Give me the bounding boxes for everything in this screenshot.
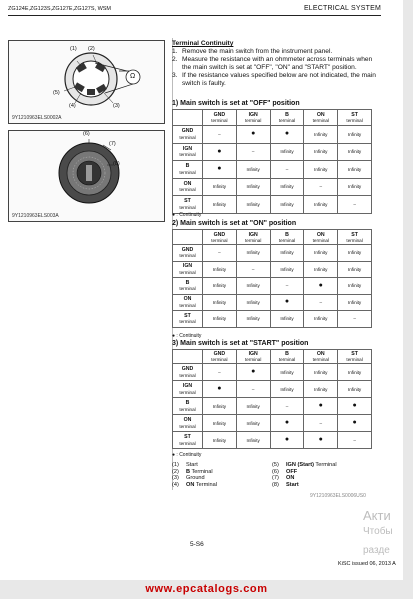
table-cell: Infinity xyxy=(338,178,372,196)
legend-item: (6) OFF xyxy=(272,468,298,475)
table-cell: Infinity xyxy=(203,432,237,449)
header-cell: GND terminal xyxy=(203,230,237,245)
header-section: ELECTRICAL SYSTEM xyxy=(303,5,381,12)
step-text: If the resistance values specified below are not indicated, the main switch is faulty. xyxy=(182,72,376,87)
header-cell: ON terminal xyxy=(304,110,338,126)
table-cell: Infinity xyxy=(236,278,270,295)
table-cell: Infinity xyxy=(338,126,372,144)
table-row xyxy=(173,161,372,179)
table-cell: Infinity xyxy=(203,311,237,328)
continuity-note: ● : Continuity xyxy=(172,212,202,218)
header-cell: IGN terminal xyxy=(236,350,270,364)
section-title: Terminal Continuity xyxy=(172,40,234,47)
table-row xyxy=(173,178,372,196)
ohm-symbol: Ω xyxy=(130,73,136,80)
table-cell: Infinity xyxy=(203,294,237,311)
table-cell: – xyxy=(270,278,304,295)
table-cell: Infinity xyxy=(203,398,237,415)
table-cell: Infinity xyxy=(338,245,372,262)
table-title-off: 1) Main switch is set at "OFF" position xyxy=(172,100,300,107)
watermark-line: Чтобы xyxy=(363,526,393,537)
table-cell: – xyxy=(304,294,338,311)
site-url-link[interactable]: www.epcatalogs.com xyxy=(145,583,268,595)
table-row xyxy=(173,432,372,449)
key-cylinder-drawing xyxy=(9,131,164,221)
table-cell: Infinity xyxy=(236,294,270,311)
row-header: GND terminal xyxy=(173,245,203,262)
header-cell: IGN terminal xyxy=(236,230,270,245)
table-cell: – xyxy=(203,126,237,144)
header-cell: GND terminal xyxy=(203,110,237,126)
table-cell: Infinity xyxy=(203,196,237,214)
procedure-section xyxy=(172,40,382,88)
table-cell: ● xyxy=(236,126,270,144)
table-cell: Infinity xyxy=(338,161,372,179)
table-cell: Infinity xyxy=(270,364,304,381)
step-number: 1. xyxy=(172,48,178,55)
table-cell: Infinity xyxy=(304,381,338,398)
row-header: ST terminal xyxy=(173,196,203,214)
table-cell: Infinity xyxy=(203,261,237,278)
table-cell: Infinity xyxy=(304,143,338,161)
header-cell: ON terminal xyxy=(304,350,338,364)
table-cell: – xyxy=(304,178,338,196)
callout-5: (5) xyxy=(53,90,60,96)
row-header: GND terminal xyxy=(173,126,203,144)
page-number: 5-S6 xyxy=(190,541,204,548)
table-cell: Infinity xyxy=(338,364,372,381)
step-number: 2. xyxy=(172,56,178,63)
legend-column-right xyxy=(272,462,337,488)
legend-item: (2) B Terminal xyxy=(172,468,213,475)
table-row xyxy=(173,364,372,381)
table-row xyxy=(173,381,372,398)
table-row xyxy=(173,278,372,295)
table-cell: Infinity xyxy=(304,161,338,179)
continuity-note: ● : Continuity xyxy=(172,333,202,339)
continuity-table-on xyxy=(172,229,372,328)
table-row xyxy=(173,245,372,262)
legend-item: (4) ON Terminal xyxy=(172,481,217,488)
header-cell: GND terminal xyxy=(203,350,237,364)
header-cell xyxy=(173,110,203,126)
legend-item: (3) Ground xyxy=(172,475,205,481)
table-cell: Infinity xyxy=(304,364,338,381)
header-cell: IGN terminal xyxy=(236,110,270,126)
table-row xyxy=(173,196,372,214)
table-header-row xyxy=(173,110,372,126)
table-cell: – xyxy=(338,311,372,328)
table-cell: Infinity xyxy=(338,278,372,295)
table-cell: – xyxy=(236,143,270,161)
table-cell: Infinity xyxy=(236,178,270,196)
table-cell: – xyxy=(236,261,270,278)
step-text: Remove the main switch from the instrument panel. xyxy=(182,48,333,55)
procedure-step xyxy=(172,56,382,72)
table-row xyxy=(173,398,372,415)
row-header: IGN terminal xyxy=(173,261,203,278)
callout-6: (6) xyxy=(83,131,90,137)
table-cell: – xyxy=(270,161,304,179)
table-cell: Infinity xyxy=(236,398,270,415)
table-cell: ● xyxy=(338,415,372,432)
table-row xyxy=(173,415,372,432)
table-cell: Infinity xyxy=(236,415,270,432)
callout-7: (7) xyxy=(109,141,116,147)
callout-1: (1) xyxy=(70,46,77,52)
table-cell: ● xyxy=(270,432,304,449)
figure-code: 9Y1210963ELS003A xyxy=(12,213,59,219)
table-cell: Infinity xyxy=(203,278,237,295)
table-header-row xyxy=(173,230,372,245)
table-cell: Infinity xyxy=(338,143,372,161)
watermark-line: разде xyxy=(363,545,390,556)
row-header: IGN terminal xyxy=(173,143,203,161)
table-row xyxy=(173,143,372,161)
table-cell: – xyxy=(236,381,270,398)
row-header: B terminal xyxy=(173,398,203,415)
header-cell: B terminal xyxy=(270,110,304,126)
row-header: B terminal xyxy=(173,278,203,295)
table-row xyxy=(173,311,372,328)
table-cell: Infinity xyxy=(236,311,270,328)
continuity-table-off xyxy=(172,109,372,214)
table-row xyxy=(173,261,372,278)
figure-code: 9Y1210963ELS0002A xyxy=(12,115,62,121)
legend-column-left xyxy=(172,462,217,488)
document-code: 9Y1210963ELS0006US0 xyxy=(310,493,366,499)
legend-item: (5) IGN (Start) Terminal xyxy=(272,462,337,468)
table-cell: ● xyxy=(236,364,270,381)
continuity-table-start xyxy=(172,349,372,449)
table-cell: Infinity xyxy=(270,196,304,214)
row-header: ST terminal xyxy=(173,311,203,328)
table-cell: Infinity xyxy=(304,245,338,262)
table-cell: Infinity xyxy=(338,261,372,278)
table-row xyxy=(173,294,372,311)
step-text: Measure the resistance with an ohmmeter across terminals when the main switch is set at "OFF", "ON" and "START" position. xyxy=(182,56,373,71)
row-header: ON terminal xyxy=(173,178,203,196)
header-cell: ON terminal xyxy=(304,230,338,245)
table-cell: – xyxy=(338,432,372,449)
header-cell xyxy=(173,350,203,364)
table-cell: ● xyxy=(270,126,304,144)
callout-2: (2) xyxy=(88,46,95,52)
table-cell: Infinity xyxy=(270,311,304,328)
table-cell: – xyxy=(203,245,237,262)
table-cell: – xyxy=(203,364,237,381)
table-cell: Infinity xyxy=(270,261,304,278)
table-title-start: 3) Main switch is set at "START" position xyxy=(172,340,309,347)
table-cell: Infinity xyxy=(236,161,270,179)
table-cell: Infinity xyxy=(270,143,304,161)
table-cell: ● xyxy=(338,398,372,415)
row-header: ON terminal xyxy=(173,415,203,432)
row-header: GND terminal xyxy=(173,364,203,381)
table-cell: Infinity xyxy=(270,245,304,262)
table-cell: ● xyxy=(304,398,338,415)
table-cell: Infinity xyxy=(270,381,304,398)
table-cell: Infinity xyxy=(338,294,372,311)
header-cell: B terminal xyxy=(270,230,304,245)
legend-item: (7) ON xyxy=(272,475,295,481)
table-cell: Infinity xyxy=(304,311,338,328)
header-cell: ST terminal xyxy=(338,230,372,245)
table-cell: Infinity xyxy=(236,245,270,262)
table-cell: ● xyxy=(203,143,237,161)
table-header-row xyxy=(173,350,372,364)
figure-switch-terminals xyxy=(8,40,165,124)
procedure-step xyxy=(172,72,382,88)
header-rule xyxy=(8,15,381,16)
table-cell: ● xyxy=(304,432,338,449)
table-cell: – xyxy=(338,196,372,214)
watermark-line: Акти xyxy=(363,508,391,523)
table-cell: – xyxy=(270,398,304,415)
row-header: ST terminal xyxy=(173,432,203,449)
header-models: ZG124E,ZG123S,ZG127E,ZG127S, WSM xyxy=(8,6,112,12)
table-title-on: 2) Main switch is set at "ON" position xyxy=(172,220,297,227)
table-cell: ● xyxy=(203,381,237,398)
legend-item: (1) Start xyxy=(172,462,198,468)
row-header: B terminal xyxy=(173,161,203,179)
table-row xyxy=(173,126,372,144)
header-cell xyxy=(173,230,203,245)
continuity-note: ● : Continuity xyxy=(172,452,202,458)
table-cell: Infinity xyxy=(203,415,237,432)
table-cell: Infinity xyxy=(304,196,338,214)
row-header: IGN terminal xyxy=(173,381,203,398)
callout-8: (8) xyxy=(113,161,120,167)
table-cell: Infinity xyxy=(236,432,270,449)
table-cell: ● xyxy=(270,294,304,311)
header-cell: ST terminal xyxy=(338,350,372,364)
procedure-step xyxy=(172,48,382,56)
header-cell: B terminal xyxy=(270,350,304,364)
table-cell: Infinity xyxy=(236,196,270,214)
table-cell: – xyxy=(304,415,338,432)
table-cell: ● xyxy=(203,161,237,179)
figure-key-positions xyxy=(8,130,165,222)
table-cell: Infinity xyxy=(338,381,372,398)
table-cell: ● xyxy=(270,415,304,432)
row-header: ON terminal xyxy=(173,294,203,311)
legend-item: (8) Start xyxy=(272,481,299,488)
table-cell: ● xyxy=(304,278,338,295)
table-cell: Infinity xyxy=(304,261,338,278)
switch-terminal-drawing xyxy=(9,41,164,123)
step-number: 3. xyxy=(172,72,178,79)
table-cell: Infinity xyxy=(304,126,338,144)
table-cell: Infinity xyxy=(270,178,304,196)
table-cell: Infinity xyxy=(203,178,237,196)
issue-date: KiSC issued 06, 2013 A xyxy=(338,561,396,567)
header-cell: ST terminal xyxy=(338,110,372,126)
callout-3: (3) xyxy=(113,103,120,109)
callout-4: (4) xyxy=(69,103,76,109)
